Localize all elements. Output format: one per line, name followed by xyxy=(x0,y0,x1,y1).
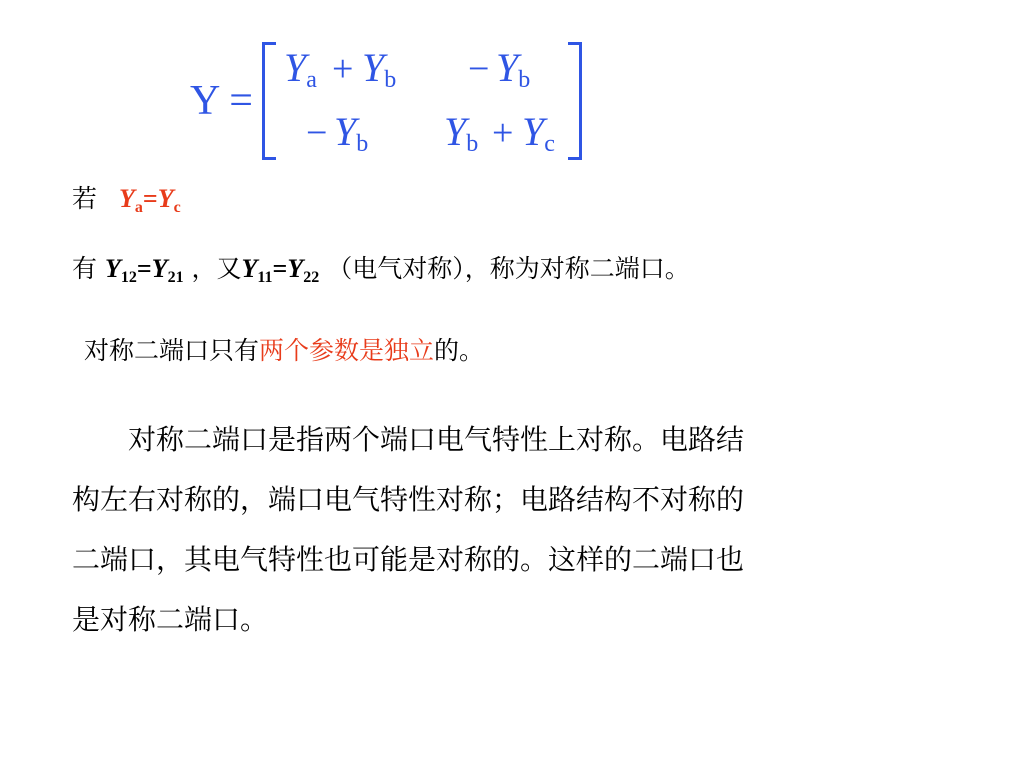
var-y22: $Y_{22}$ xyxy=(287,254,320,286)
matrix-right-bracket xyxy=(568,42,582,160)
matrix-a22-y2: $Y_c$ xyxy=(522,109,555,157)
paragraph-line: 构左右对称的，端口电气特性对称；电路结构不对称的 xyxy=(72,483,745,516)
paragraph-line: 对称二端口是指两个端口电气特性上对称。电路结 xyxy=(72,423,745,456)
matrix-a12-op: − xyxy=(468,48,490,90)
matrix-a22-op: + xyxy=(492,112,514,154)
matrix-a22-y1: $Y_b$ xyxy=(444,109,479,157)
result-prefix: 有 xyxy=(72,254,105,283)
var-y21: $Y_{21}$ xyxy=(151,254,184,286)
paragraph-line: 二端口，其电气特性也可能是对称的。这样的二端口也 xyxy=(72,543,745,576)
independent-suffix: 的。 xyxy=(434,336,485,365)
independent-line xyxy=(84,338,484,363)
admittance-matrix-equation xyxy=(0,0,1024,170)
condition-prefix: 若 xyxy=(72,184,98,213)
independent-highlight: 两个参数是独立 xyxy=(259,336,435,365)
condition-expression: $Y_a=Y_c$ xyxy=(118,184,181,216)
matrix-a21-y: $Y_b$ xyxy=(334,109,369,157)
matrix-a11-op: + xyxy=(332,48,354,90)
matrix-a12-y: $Y_b$ xyxy=(496,45,531,93)
independent-prefix: 对称二端口只有 xyxy=(84,336,260,365)
result-eq1: = xyxy=(136,254,152,283)
result-suffix: （电气对称），称为对称二端口。 xyxy=(319,254,690,283)
matrix-a11-y2: $Y_b$ xyxy=(362,45,397,93)
result-eq2: = xyxy=(272,254,288,283)
explanation-paragraph xyxy=(72,410,952,650)
var-y12: $Y_{12}$ xyxy=(104,254,137,286)
paragraph-line: 是对称二端口。 xyxy=(72,603,269,636)
matrix-left-bracket xyxy=(262,42,276,160)
result-line xyxy=(72,254,690,286)
var-y11: $Y_{11}$ xyxy=(241,254,273,286)
result-middle: ，又 xyxy=(183,254,242,283)
matrix-a11-y1: $Y_a$ xyxy=(284,45,317,93)
condition-line xyxy=(72,184,181,216)
matrix-label: Y = xyxy=(190,78,253,124)
matrix-a21-op: − xyxy=(306,112,328,154)
